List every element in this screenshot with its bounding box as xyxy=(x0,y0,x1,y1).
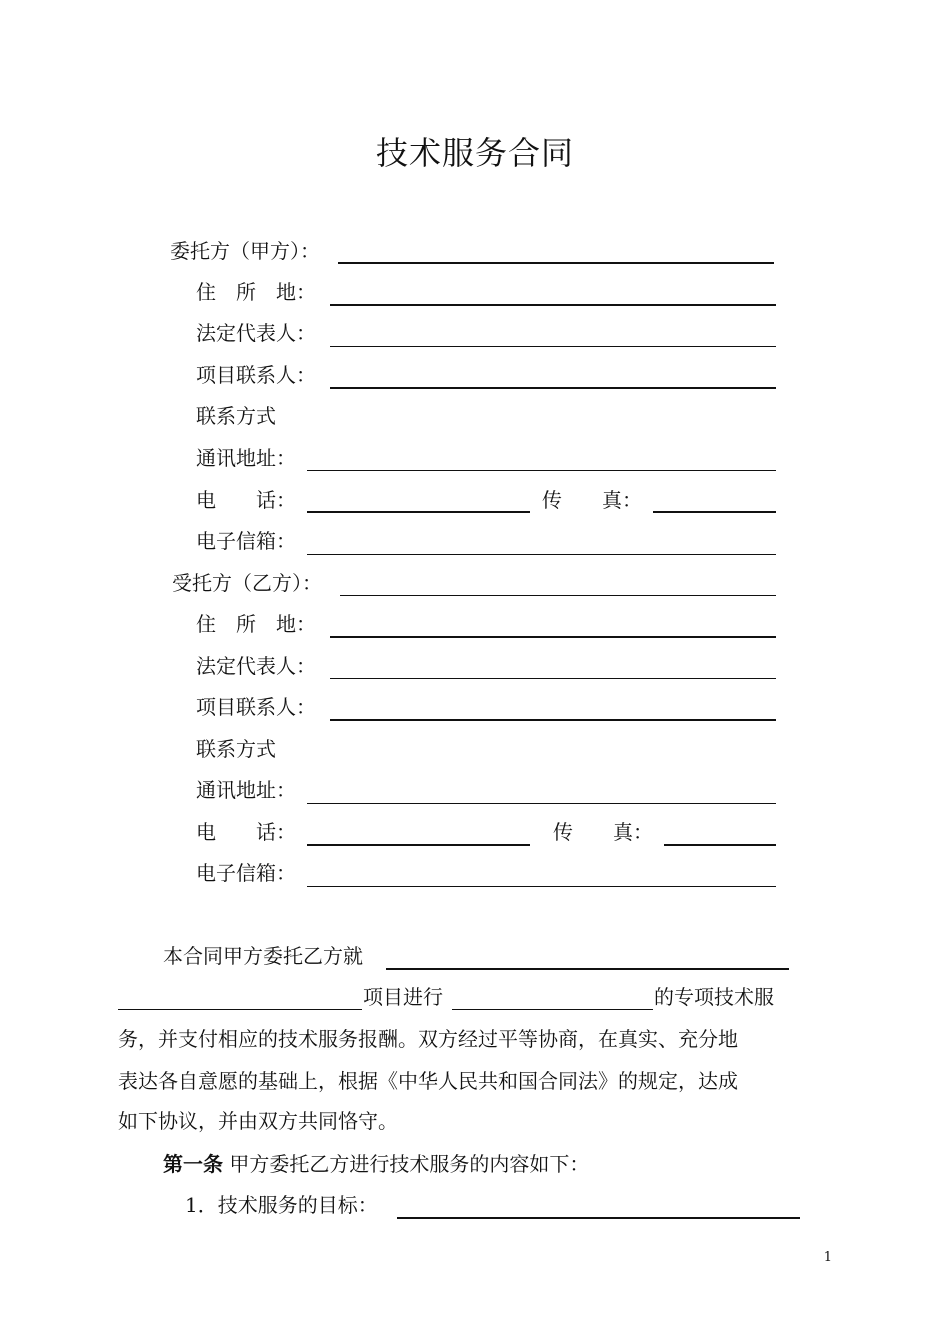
intro-text-line2: 务，并支付相应的技术服务报酬。双方经过平等协商，在真实、充分地 xyxy=(118,1027,738,1051)
party-a-address-label: 住 所 地： xyxy=(196,280,316,304)
party-b-name-field[interactable] xyxy=(340,595,776,596)
page-number: 1 xyxy=(823,1250,832,1265)
party-b-fax-label: 传 真： xyxy=(553,820,653,844)
article-1-text: 甲方委托乙方进行技术服务的内容如下： xyxy=(229,1152,590,1176)
party-a-name-field[interactable] xyxy=(338,262,774,264)
party-a-address-field[interactable] xyxy=(330,304,776,306)
item-1-field[interactable] xyxy=(397,1217,800,1219)
intro-service-field[interactable] xyxy=(452,1009,653,1010)
party-a-legal-rep-field[interactable] xyxy=(330,346,776,347)
party-a-mail-address-field[interactable] xyxy=(307,470,776,471)
party-a-email-field[interactable] xyxy=(307,554,776,555)
party-b-legal-rep-field[interactable] xyxy=(330,678,776,679)
intro-text-part3: 的专项技术服 xyxy=(654,985,774,1009)
article-1-label: 第一条 xyxy=(163,1152,223,1176)
party-a-heading: 委托方（甲方）： xyxy=(170,239,320,263)
party-b-mail-address-field[interactable] xyxy=(307,803,776,804)
party-b-heading: 受托方（乙方）： xyxy=(172,571,322,595)
party-b-email-label: 电子信箱： xyxy=(196,861,296,885)
party-a-fax-field[interactable] xyxy=(653,511,776,513)
party-b-mail-address-label: 通讯地址： xyxy=(196,778,296,802)
intro-text-line3: 表达各自意愿的基础上，根据《中华人民共和国合同法》的规定，达成 xyxy=(118,1069,738,1093)
party-a-contact-person-field[interactable] xyxy=(330,387,776,389)
item-1-label: 1．技术服务的目标： xyxy=(185,1193,378,1217)
party-a-phone-label: 电 话： xyxy=(196,488,296,512)
party-b-contact-method-label: 联系方式 xyxy=(196,737,276,761)
intro-text-line4: 如下协议，并由双方共同恪守。 xyxy=(118,1109,398,1133)
party-b-fax-field[interactable] xyxy=(664,844,776,846)
party-a-contact-method-label: 联系方式 xyxy=(196,404,276,428)
party-b-phone-field[interactable] xyxy=(307,844,530,846)
party-b-contact-person-label: 项目联系人： xyxy=(196,695,316,719)
intro-text-part2: 项目进行 xyxy=(363,985,443,1009)
party-b-email-field[interactable] xyxy=(307,886,776,887)
party-b-contact-person-field[interactable] xyxy=(330,719,776,721)
party-a-fax-label: 传 真： xyxy=(542,488,642,512)
party-b-address-field[interactable] xyxy=(330,636,776,638)
party-a-email-label: 电子信箱： xyxy=(196,529,296,553)
party-b-address-label: 住 所 地： xyxy=(196,612,316,636)
party-b-phone-label: 电 话： xyxy=(196,820,296,844)
article-1-heading xyxy=(163,1151,589,1177)
party-a-phone-field[interactable] xyxy=(307,511,530,513)
intro-client-field[interactable] xyxy=(386,968,789,970)
party-b-legal-rep-label: 法定代表人： xyxy=(196,654,316,678)
party-a-contact-person-label: 项目联系人： xyxy=(196,363,316,387)
document-title: 技术服务合同 xyxy=(375,134,574,172)
intro-project-field[interactable] xyxy=(118,1009,362,1010)
party-a-legal-rep-label: 法定代表人： xyxy=(196,321,316,345)
party-a-mail-address-label: 通讯地址： xyxy=(196,446,296,470)
intro-text-part1: 本合同甲方委托乙方就 xyxy=(163,944,363,968)
